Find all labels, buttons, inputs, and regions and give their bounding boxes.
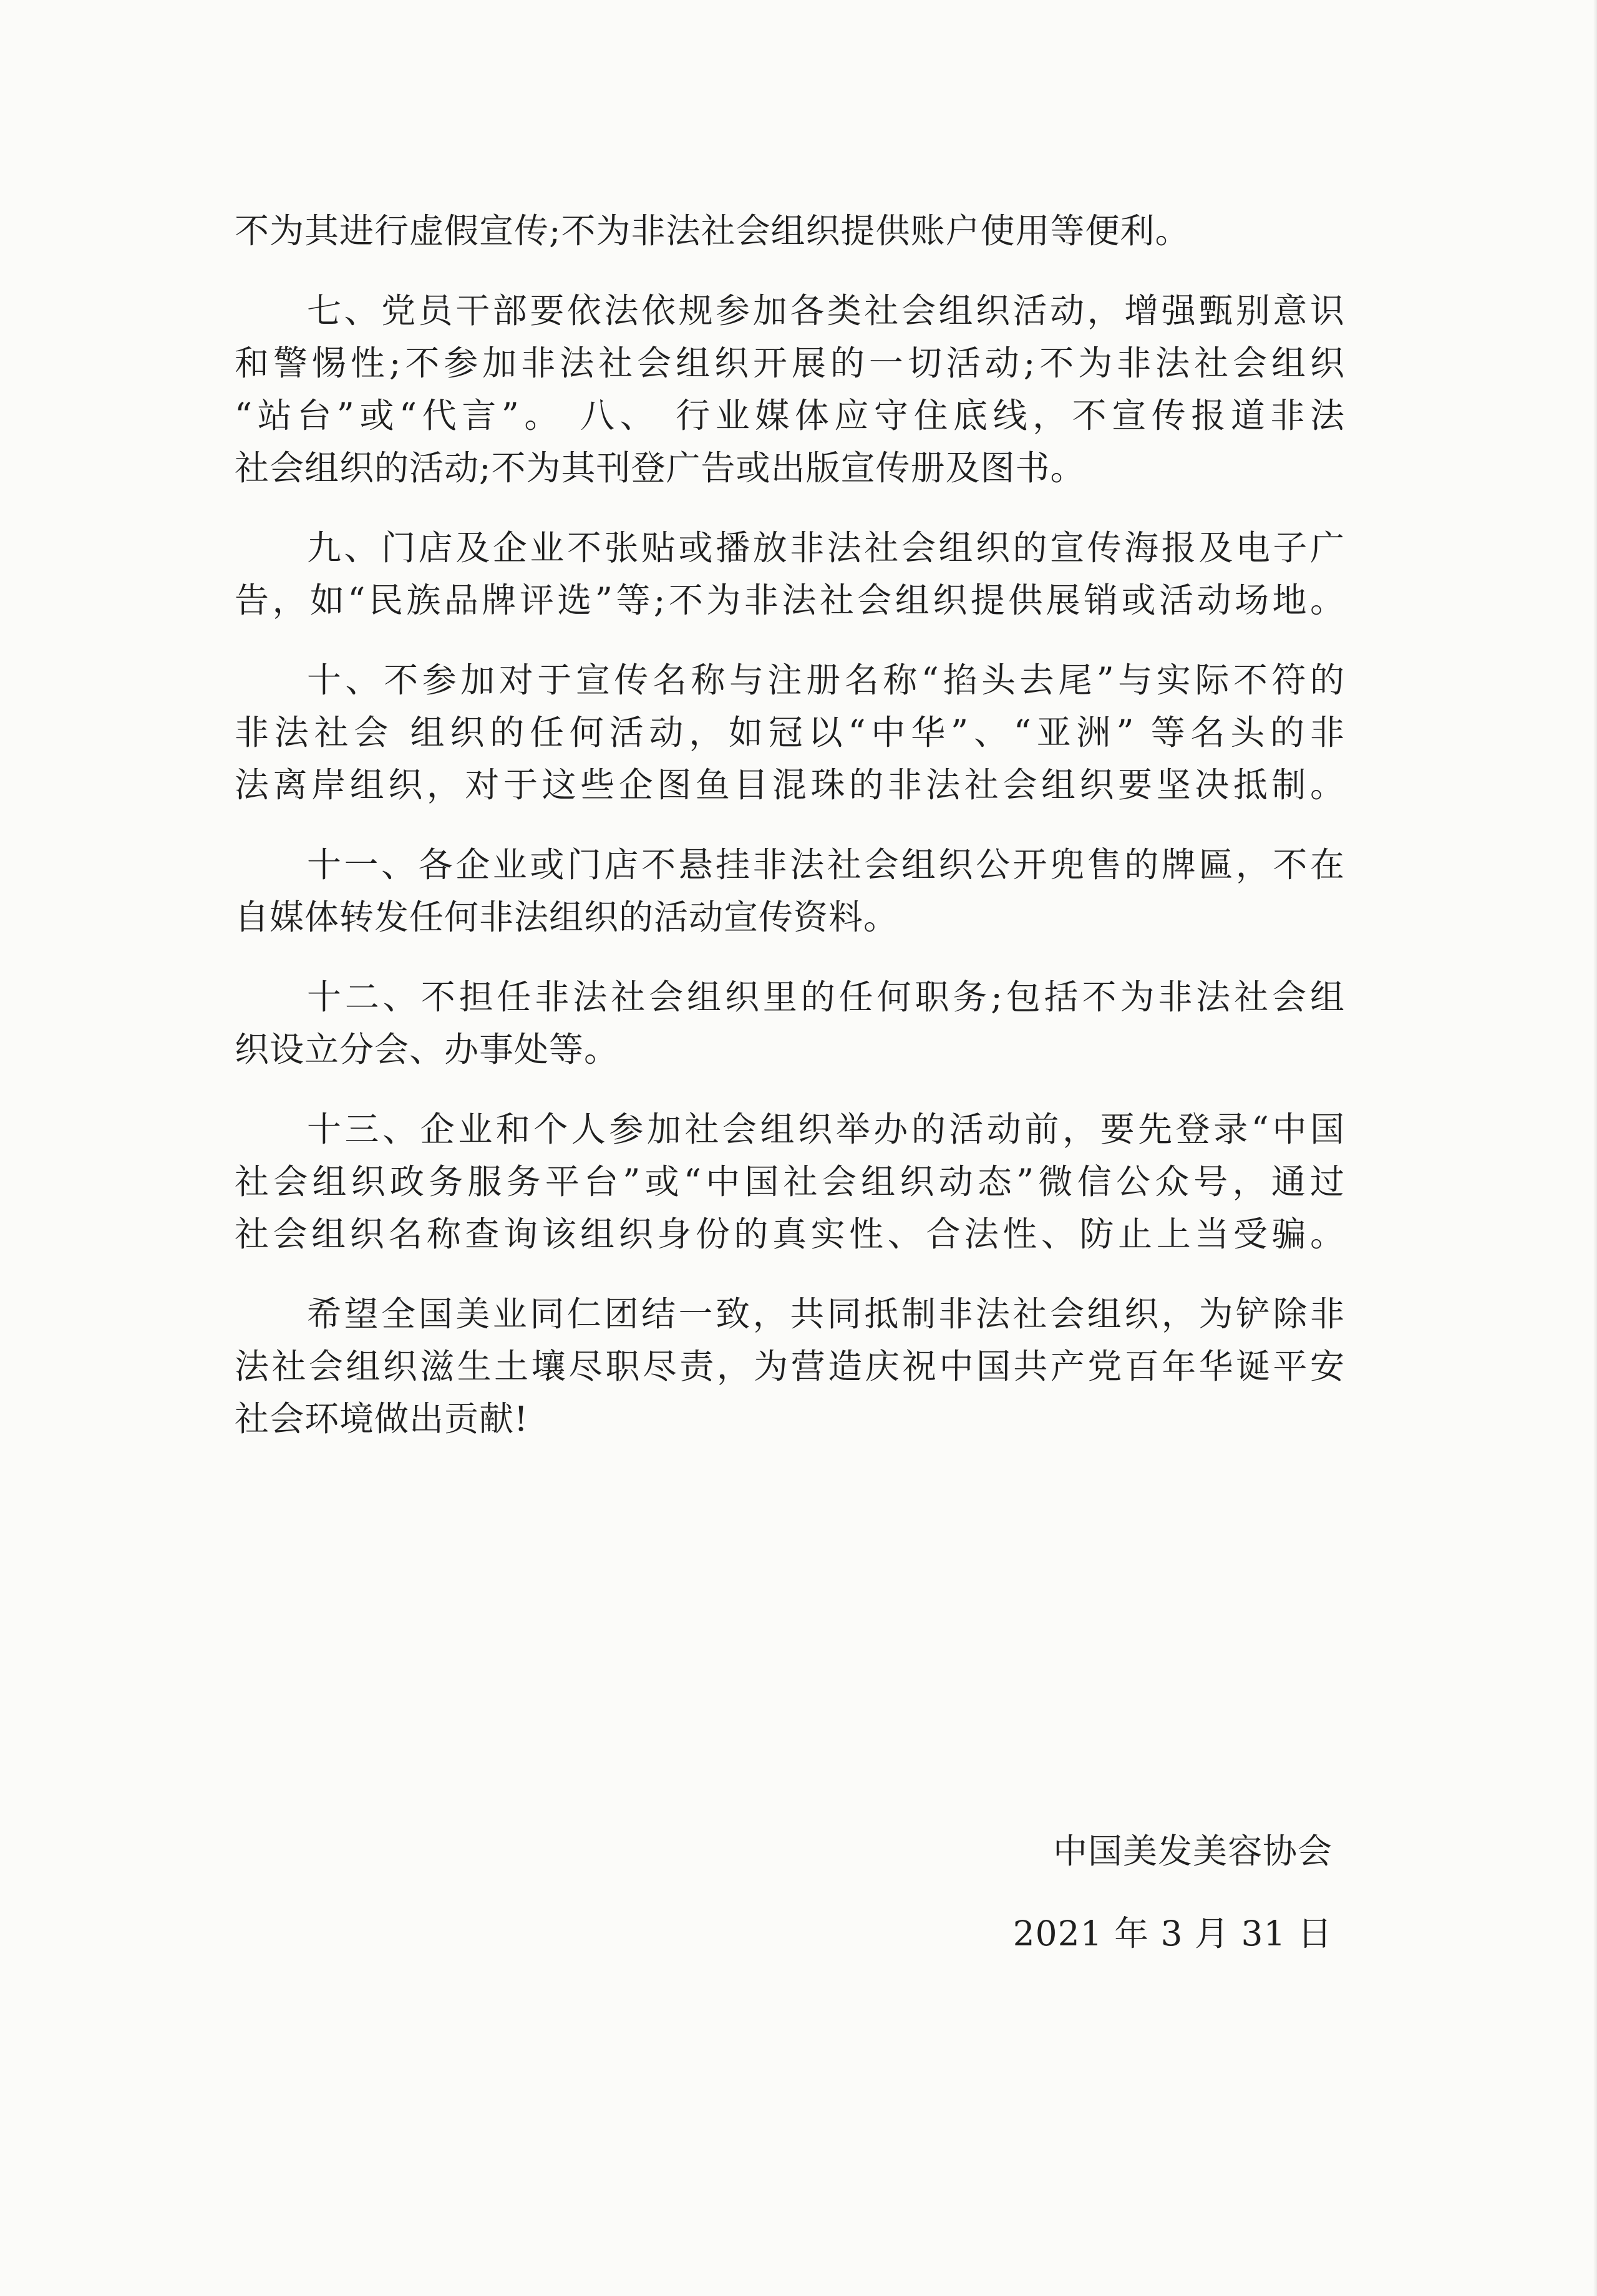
body-line: 十一、各企业或门店不悬挂非法社会组织公开兜售的牌匾，不在 bbox=[307, 845, 1345, 885]
signature-block bbox=[1013, 1825, 1332, 1960]
body-line: 织设立分会、办事处等。 bbox=[235, 1029, 619, 1069]
body-line: 七、党员干部要依法依规参加各类社会组织活动，增强甄别意识 bbox=[307, 291, 1345, 331]
body-line: 社会组织政务服务平台”或“中国社会组织动态”微信公众号，通过 bbox=[235, 1162, 1345, 1202]
body-line: 十二、不担任非法社会组织里的任何职务;包括不为非法社会组 bbox=[307, 977, 1345, 1017]
signature-date: 2021 年 3 月 31 日 bbox=[1012, 1914, 1332, 1953]
body-line: 九、门店及企业不张贴或播放非法社会组织的宣传海报及电子广 bbox=[307, 528, 1345, 568]
body-line: 社会组织名称查询该组织身份的真实性、合法性、防止上当受骗。 bbox=[235, 1214, 1345, 1254]
body-line: 告，如“民族品牌评选”等;不为非法社会组织提供展销或活动场地。 bbox=[235, 580, 1345, 620]
document-body bbox=[235, 205, 1345, 1445]
body-line: 法离岸组织，对于这些企图鱼目混珠的非法社会组织要坚决抵制。 bbox=[235, 765, 1345, 805]
body-line: 社会组织的活动;不为其刊登广告或出版宣传册及图书。 bbox=[235, 448, 1085, 488]
signature-organization: 中国美发美容协会 bbox=[1052, 1831, 1332, 1871]
body-line: 不为其进行虚假宣传;不为非法社会组织提供账户使用等便利。 bbox=[235, 211, 1190, 251]
body-line: 法社会组织滋生土壤尽职尽责，为营造庆祝中国共产党百年华诞平安 bbox=[235, 1346, 1345, 1386]
body-line: 和警惕性;不参加非法社会组织开展的一切活动;不为非法社会组织 bbox=[235, 343, 1345, 383]
body-line: 十、不参加对于宣传名称与注册名称“掐头去尾”与实际不符的 bbox=[307, 660, 1345, 700]
body-line: 自媒体转发任何非法组织的活动宣传资料。 bbox=[235, 897, 899, 937]
body-line: 非法社会 组织的任何活动，如冠以“中华”、“亚洲” 等名头的非 bbox=[235, 713, 1345, 752]
body-line: “站台”或“代言”。 八、 行业媒体应守住底线，不宣传报道非法 bbox=[235, 396, 1345, 435]
body-line: 社会环境做出贡献! bbox=[235, 1399, 529, 1439]
body-line: 十三、企业和个人参加社会组织举办的活动前，要先登录“中国 bbox=[307, 1109, 1345, 1149]
body-line: 希望全国美业同仁团结一致，共同抵制非法社会组织，为铲除非 bbox=[307, 1294, 1345, 1334]
